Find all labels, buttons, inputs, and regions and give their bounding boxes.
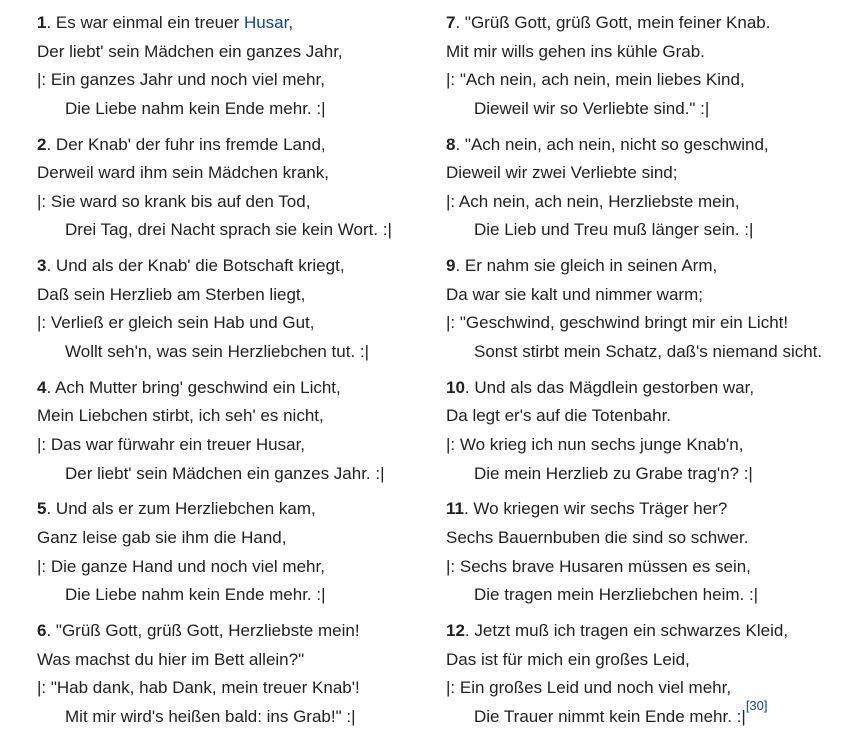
stanza-line: Die Liebe nahm kein Ende mehr. :| [65,585,326,605]
stanza-line: Was machst du hier im Bett allein?" [37,649,305,669]
stanza-number: 4 [37,377,47,397]
stanza-line: Sonst stirbt mein Schatz, daß's niemand sicht. [474,341,823,361]
stanza-line-text: . "Grüß Gott, grüß Gott, Herzliebste mein! [46,620,360,640]
stanza-line [37,131,392,160]
stanza-number: 12 [446,620,465,640]
stanza-line-text: . Ach Mutter bring' geschwind ein Licht, [46,377,341,397]
stanza-7 [446,9,822,131]
stanza-line: |: Wo krieg ich nun sechs junge Knab'n, [446,434,744,454]
stanza-line-text: Die Trauer nimmt kein Ende mehr. :| [474,706,746,726]
stanza-line [37,374,392,403]
stanza-line: |: Ein großes Leid und noch viel mehr, [446,678,732,698]
stanza-line: Mein Liebchen stirbt, ich seh' es nicht, [37,406,324,426]
stanza-line: |: "Hab dank, hab Dank, mein treuer Knab'! [37,678,360,698]
stanza-line: Ganz leise gab sie ihm die Hand, [37,527,287,547]
stanza-line-text: . "Ach nein, ach nein, nicht so geschwind, [455,134,769,154]
stanza-line [446,131,822,160]
stanza-number: 9 [446,256,456,276]
stanza-9 [446,252,822,374]
stanza-line-text: . Es war einmal ein treuer [46,13,244,32]
stanza-line-text: . Wo kriegen wir sechs Träger her? [463,499,728,519]
stanza-3 [37,252,392,374]
stanza-number: 7 [446,13,456,32]
stanza-10 [446,374,822,496]
stanza-line: Drei Tag, drei Nacht sprach sie kein Wort. :| [65,220,392,240]
stanza-number: 10 [446,377,465,397]
stanza-line: |: "Geschwind, geschwind bringt mir ein Licht! [446,313,789,333]
poem-column-right [446,9,822,739]
stanza-line-text: , [288,13,294,32]
stanza-number: 8 [446,134,456,154]
stanza-line [446,495,822,524]
stanza-6 [37,617,392,739]
stanza-line: Die Lieb und Treu muß länger sein. :| [474,220,754,240]
stanza-line: Die Liebe nahm kein Ende mehr. :| [65,98,326,118]
stanza-line: |: "Ach nein, ach nein, mein liebes Kind, [446,70,745,90]
stanza-line [446,374,822,403]
stanza-line-text: . Jetzt muß ich tragen ein schwarzes Kleid, [464,620,789,640]
stanza-line: Der liebt' sein Mädchen ein ganzes Jahr, [37,41,343,61]
stanza-1 [37,9,392,131]
poem-column-left [37,9,392,739]
stanza-line: Die mein Herzlieb zu Grabe trag'n? :| [474,463,753,483]
footnote-reference [746,698,768,713]
stanza-line: Dieweil wir so Verliebte sind." :| [474,98,710,118]
stanza-line: Wollt seh'n, was sein Herzliebchen tut. :| [65,341,370,361]
stanza-line-text: . Und als das Mägdlein gestorben war, [464,377,755,397]
stanza-12 [446,617,822,739]
stanza-line: Die tragen mein Herzliebchen heim. :| [474,585,759,605]
stanza-line: Das ist für mich ein großes Leid, [446,649,690,669]
stanza-number: 6 [37,620,47,640]
stanza-4 [37,374,392,496]
stanza-line: |: Sechs brave Husaren müssen es sein, [446,556,751,576]
stanza-line [446,252,822,281]
stanza-line: Dieweil wir zwei Verliebte sind; [446,163,678,183]
stanza-line-text: . "Grüß Gott, grüß Gott, mein feiner Knab. [455,13,771,32]
stanza-line: |: Die ganze Hand und noch viel mehr, [37,556,325,576]
husar-link[interactable]: Husar [243,13,289,32]
stanza-line: Da legt er's auf die Totenbahr. [446,406,672,426]
stanza-line: Da war sie kalt und nimmer warm; [446,284,703,304]
stanza-line: |: Ein ganzes Jahr und noch viel mehr, [37,70,325,90]
stanza-number: 2 [37,134,47,154]
stanza-line [446,9,822,38]
stanza-line: |: Das war fürwahr ein treuer Husar, [37,434,306,454]
stanza-11 [446,495,822,617]
footnote-link[interactable]: [30] [745,698,768,714]
stanza-2 [37,131,392,253]
stanza-number: 5 [37,499,47,519]
stanza-line: |: Ach nein, ach nein, Herzliebste mein, [446,191,740,211]
stanza-number: 3 [37,256,47,276]
stanza-line-text: . Und als er zum Herzliebchen kam, [46,499,316,519]
stanza-line [37,252,392,281]
stanza-line [37,495,392,524]
stanza-line-text: . Und als der Knab' die Botschaft kriegt, [46,256,345,276]
stanza-line: Der liebt' sein Mädchen ein ganzes Jahr. :| [65,463,385,483]
stanza-line [37,617,392,646]
stanza-5 [37,495,392,617]
stanza-line [446,617,822,646]
stanza-line-text: . Der Knab' der fuhr ins fremde Land, [46,134,326,154]
stanza-line: Daß sein Herzlieb am Sterben liegt, [37,284,306,304]
stanza-number: 1 [37,13,47,32]
stanza-line: |: Verließ er gleich sein Hab und Gut, [37,313,315,333]
stanza-number: 11 [446,499,464,519]
stanza-line: Mit mir wird's heißen bald: ins Grab!" :| [65,706,356,726]
stanza-line: |: Sie ward so krank bis auf den Tod, [37,191,311,211]
stanza-line [37,9,392,38]
stanza-line-text: . Er nahm sie gleich in seinen Arm, [455,256,718,276]
stanza-line [446,698,822,732]
stanza-line: Derweil ward ihm sein Mädchen krank, [37,163,329,183]
stanza-8 [446,131,822,253]
stanza-line: Mit mir wills gehen ins kühle Grab. [446,41,705,61]
stanza-line: Sechs Bauernbuben die sind so schwer. [446,527,749,547]
